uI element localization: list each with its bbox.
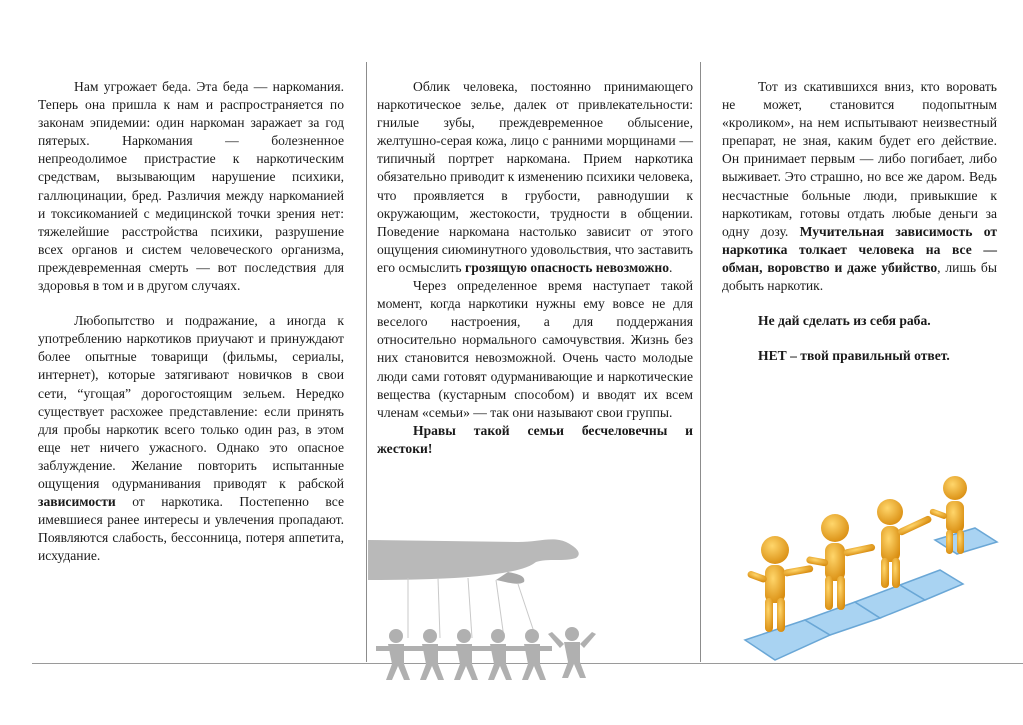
- col1-paragraph-1: Нам угрожает беда. Эта беда — наркомания. Теперь она пришла к нам и распространяется по законам эпидемии: один наркоман заражает за год пятерых. Наркомания — болезненное непреодолимое пристрастие к наркотическим средствам, вызывающим нарушение психики, галлюцинации, бред. Различия между наркоманией и токсикоманией с медицинской точки зрения нет: тяжелейшие расстройства психики, разрушение всех органов и систем человеческого организма, преждевременная смерть — вот последствия для здоровья в том и в другом случаях.: [38, 79, 344, 294]
- col3-p1-bold: Мучительная зависимость от наркотика толкает человека на все — обман, воровство и даже убийство: [722, 223, 998, 275]
- col2-paragraph-3: [377, 422, 693, 458]
- column-divider-left: [366, 62, 367, 662]
- col1-p2-text-a: Любопытство и подражание, а иногда к употреблению наркотиков приучают и принуждают более опытные товарищи (фильмы, сериалы, интернет), которые затягивают новичков в свои сети, “угощая” дорогостоящим зельем. Нередко существует расхожее представление: если принять для пробы наркотик всего только один раз, в этом еще нет ничего ужасного. Однако это опасное заблуждение. Желание повторить испытанные ощущения одурманивания приводят к рабской: [38, 313, 344, 491]
- col2-p1-text-a: Облик человека, постоянно принимающего наркотическое зелье, далек от привлекательности: гнилые зубы, преждевременное облысение, желтушно-серая кожа, лицо с ранними морщинами — типичный портрет наркомана. Прием наркотика обязательно приводит к изменению психики человека, что проявляется в грубости, равнодушии к окружающим, жестокости, трудности в общении. Поведение наркомана настолько зависит от этого ощущения сиюминутного удовольствия, что заставить его осмыслить: [377, 79, 693, 275]
- slogan-dont-be-slave: Не дай сделать из себя раба.: [758, 313, 931, 329]
- puppet-hand-shape: [368, 539, 579, 580]
- column-divider-right: [700, 62, 701, 662]
- slogan-no-answer: НЕТ – твой правильный ответ.: [758, 348, 950, 364]
- col2-p1-bold: грозящую опасность невозможно: [465, 259, 670, 275]
- col3-paragraph-1: [722, 78, 997, 295]
- puppet-finger-shape: [496, 572, 524, 584]
- col1-p2-bold: зависимости: [38, 494, 116, 510]
- col1-paragraph-2: [38, 312, 344, 565]
- gold-figure-2: [806, 514, 876, 610]
- column-3: [722, 78, 997, 365]
- col2-paragraph-1: [377, 78, 693, 277]
- col2-paragraph-2: Через определенное время наступает такой момент, когда наркотики нужны ему вовсе не для веселого настроения, а для поддержания относительно нормального самочувствия. Жизнь без них становится невозможной. Очень часто молодые люди сами готовят одурманивающие и наркотические вещества (кустарным способом) и вводят их всем членам «семьи» — так они называют свои группы.: [377, 278, 693, 420]
- puppet-strings: [408, 578, 536, 638]
- column-1: [38, 78, 344, 565]
- figures-on-puzzle-illustration: [735, 470, 1015, 690]
- puppet-hand-illustration: [368, 528, 613, 688]
- col3-p1-text-b: , лишь бы добыть наркотик.: [722, 259, 997, 294]
- col3-p1-text-a: Тот из скатившихся вниз, кто воровать не может, становится подопытным «кроликом», на нем испытывают неизвестный препарат, не зная, каким будет его действие. Он принимает первым — либо погибает, либо выживает. Это страшно, но все же даром. Ведь несчастные больные люди, привыкшие к наркотикам, готовы отдать любые деньги за одну дозу.: [722, 79, 997, 239]
- col1-p2-text-b: от наркотика. Постепенно все имевшиеся ранее интересы и увлечения пропадают. Появляются слабость, бессонница, потеря аппетита, исхудание.: [38, 494, 344, 564]
- gold-figure-3: [877, 499, 933, 588]
- column-2: [377, 78, 693, 458]
- gold-figure-4: [929, 476, 967, 554]
- col2-p3-bold: Нравы такой семьи бесчеловечны и жестоки!: [377, 422, 693, 456]
- gold-figure-1: [747, 536, 814, 632]
- paper-chain-people: [376, 627, 596, 680]
- col2-p1-text-b: .: [669, 259, 673, 275]
